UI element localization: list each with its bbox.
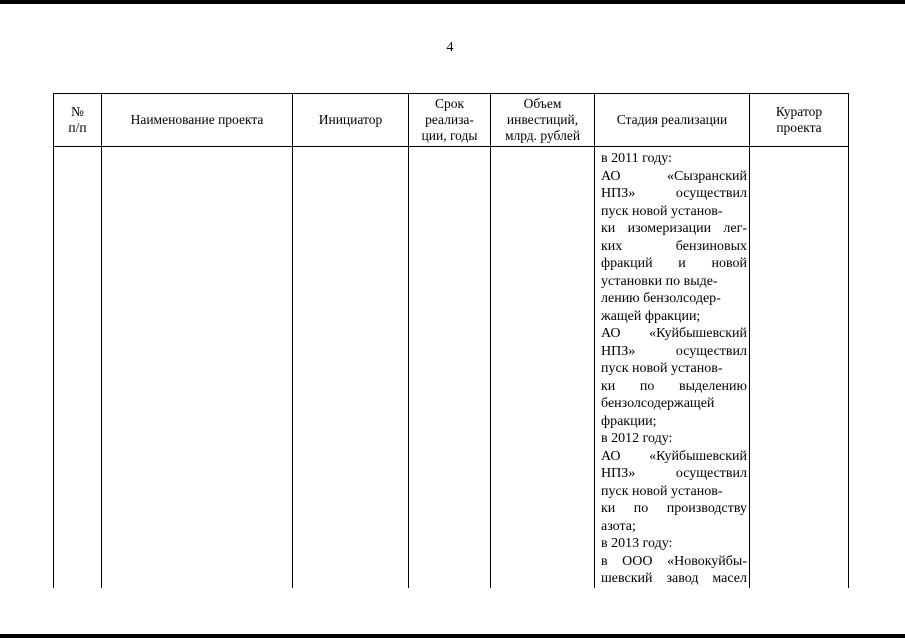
- cell-project-name: [102, 147, 293, 588]
- header-line: Срок: [434, 96, 465, 111]
- stage-line: шевский завод масел: [601, 571, 747, 586]
- stage-line: АО «Сызранский: [601, 168, 747, 184]
- stage-line: НПЗ» осуществил: [601, 343, 747, 359]
- stage-line: пуск новой установ-: [601, 361, 723, 376]
- header-line: ции, годы: [421, 128, 478, 143]
- cell-curator: [750, 147, 849, 588]
- cell-period: [409, 147, 491, 588]
- header-line: инвестиций,: [506, 112, 579, 127]
- stage-line: АО «Куйбышевский: [601, 326, 747, 341]
- header-line: проекта: [776, 120, 822, 135]
- stage-line: ких бензиновых: [601, 238, 747, 254]
- header-number: [54, 94, 102, 147]
- stage-line: азота;: [601, 518, 636, 534]
- header-initiator: [293, 94, 409, 147]
- header-line: реализа-: [425, 112, 474, 127]
- stage-line: в 2012 году:: [601, 431, 673, 446]
- stage-line: в ООО «Новокуйбы-: [601, 553, 747, 569]
- bottom-border: [0, 634, 905, 638]
- header-line: Куратор: [775, 104, 823, 119]
- header-stage: [595, 94, 750, 147]
- header-project-name: [102, 94, 293, 147]
- header-line: Стадия реализации: [616, 112, 728, 127]
- stage-line: НПЗ» осуществил: [601, 466, 747, 481]
- stage-line: ки по производству: [601, 501, 747, 516]
- stage-line: НПЗ» осуществил: [601, 186, 747, 201]
- header-curator: [750, 94, 849, 147]
- stage-line: пуск новой установ-: [601, 203, 723, 219]
- header-period: [409, 94, 491, 147]
- stage-line: ки изомеризации лег-: [601, 221, 747, 236]
- header-line: Объем: [523, 96, 562, 111]
- stage-line: в 2011 году:: [601, 151, 672, 166]
- cell-stage: [595, 147, 750, 588]
- header-line: Инициатор: [318, 112, 383, 127]
- header-line: №: [71, 104, 84, 119]
- header-line: млрд. рублей: [504, 128, 581, 143]
- cell-number: [54, 147, 102, 588]
- header-line: п/п: [68, 120, 87, 135]
- stage-line: ки по выделению: [601, 378, 747, 394]
- stage-line: фракций и новой: [601, 256, 747, 271]
- projects-table-container: [53, 93, 849, 588]
- stage-line: в 2013 году:: [601, 536, 673, 551]
- header-line: Наименование проекта: [130, 112, 264, 127]
- cell-investment: [491, 147, 595, 588]
- stage-text: [595, 147, 749, 588]
- cell-initiator: [293, 147, 409, 588]
- header-investment: [491, 94, 595, 147]
- page-number: 4: [446, 40, 454, 55]
- stage-line: жащей фракции;: [601, 308, 701, 324]
- table-row: [54, 147, 849, 588]
- table-header-row: [54, 94, 849, 147]
- stage-line: АО «Куйбышевский: [601, 448, 747, 464]
- projects-table: [53, 93, 849, 588]
- stage-line: пуск новой установ-: [601, 483, 723, 499]
- stage-line: лению бензолсодер-: [601, 291, 721, 306]
- top-border: [0, 0, 905, 4]
- stage-line: бензолсодержащей: [601, 396, 715, 411]
- stage-line: установки по выде-: [601, 273, 718, 289]
- stage-line: фракции;: [601, 413, 657, 429]
